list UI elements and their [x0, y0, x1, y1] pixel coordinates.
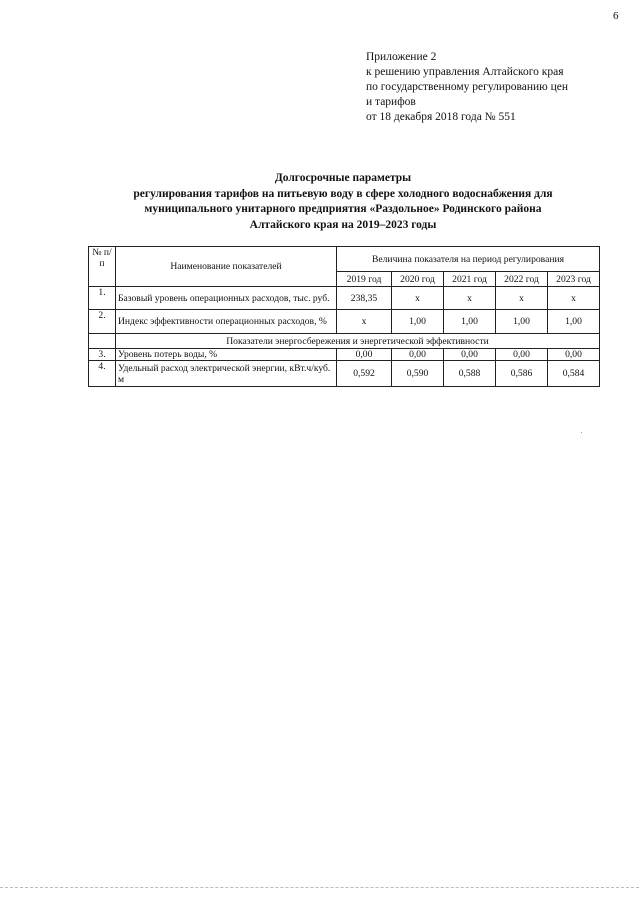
section-empty-cell: [89, 334, 116, 349]
row-value: х: [337, 310, 392, 334]
appendix-line: Приложение 2: [366, 51, 437, 63]
row-name: Базовый уровень операционных расходов, тыс. руб.: [116, 287, 337, 310]
table-row: [89, 349, 600, 361]
appendix-line: от 18 декабря 2018 года № 551: [366, 111, 516, 123]
row-value: 1,00: [444, 310, 496, 334]
row-num: 4.: [89, 361, 116, 387]
row-value: 0,586: [496, 361, 548, 387]
row-value: 0,590: [392, 361, 444, 387]
row-value: х: [392, 287, 444, 310]
header-name: Наименование показателей: [116, 247, 337, 287]
document-title: [88, 171, 598, 233]
appendix-line: к решению управления Алтайского края: [366, 66, 564, 78]
header-year: 2021 год: [444, 272, 496, 287]
section-row: [89, 334, 600, 349]
header-year: 2022 год: [496, 272, 548, 287]
appendix-line: по государственному регулированию цен: [366, 81, 569, 93]
title-line: муниципального унитарного предприятия «Раздольное» Родинского района: [144, 203, 542, 215]
row-value: 0,584: [548, 361, 600, 387]
row-value: 1,00: [496, 310, 548, 334]
page-bottom-edge: [0, 887, 639, 888]
row-value: 0,00: [337, 349, 392, 361]
header-year: 2020 год: [392, 272, 444, 287]
title-line: регулирования тарифов на питьевую воду в сфере холодного водоснабжения для: [133, 187, 553, 200]
appendix-header: [366, 50, 568, 125]
header-year: 2019 год: [337, 272, 392, 287]
row-value: 0,00: [548, 349, 600, 361]
header-num: № п/п: [89, 247, 116, 287]
row-value: 1,00: [548, 310, 600, 334]
row-value: х: [548, 287, 600, 310]
row-value: 1,00: [392, 310, 444, 334]
scan-speck: [581, 432, 582, 433]
row-num: 3.: [89, 349, 116, 361]
title-line: Долгосрочные параметры: [274, 172, 412, 184]
row-value: 0,592: [337, 361, 392, 387]
row-num: 1.: [89, 287, 116, 310]
row-name: Удельный расход электрической энергии, кВт.ч/куб. м: [116, 361, 337, 387]
table-row: [89, 287, 600, 310]
header-year: 2023 год: [548, 272, 600, 287]
section-title: Показатели энергосбережения и энергетической эффективности: [116, 334, 600, 349]
page-number: 6: [613, 10, 619, 22]
table-row: [89, 310, 600, 334]
row-value: 0,00: [392, 349, 444, 361]
row-value: 0,588: [444, 361, 496, 387]
row-name: Уровень потерь воды, %: [116, 349, 337, 361]
row-value: х: [444, 287, 496, 310]
row-value: х: [496, 287, 548, 310]
appendix-line: и тарифов: [366, 96, 416, 108]
row-value: 0,00: [496, 349, 548, 361]
row-value: 0,00: [444, 349, 496, 361]
title-line: Алтайского края на 2019–2023 годы: [249, 218, 437, 231]
row-num: 2.: [89, 310, 116, 334]
parameters-table: [88, 246, 600, 387]
row-name: Индекс эффективности операционных расходов, %: [116, 310, 337, 334]
row-value: 238,35: [337, 287, 392, 310]
header-period: Величина показателя на период регулирования: [337, 247, 600, 272]
table-row: [89, 361, 600, 387]
